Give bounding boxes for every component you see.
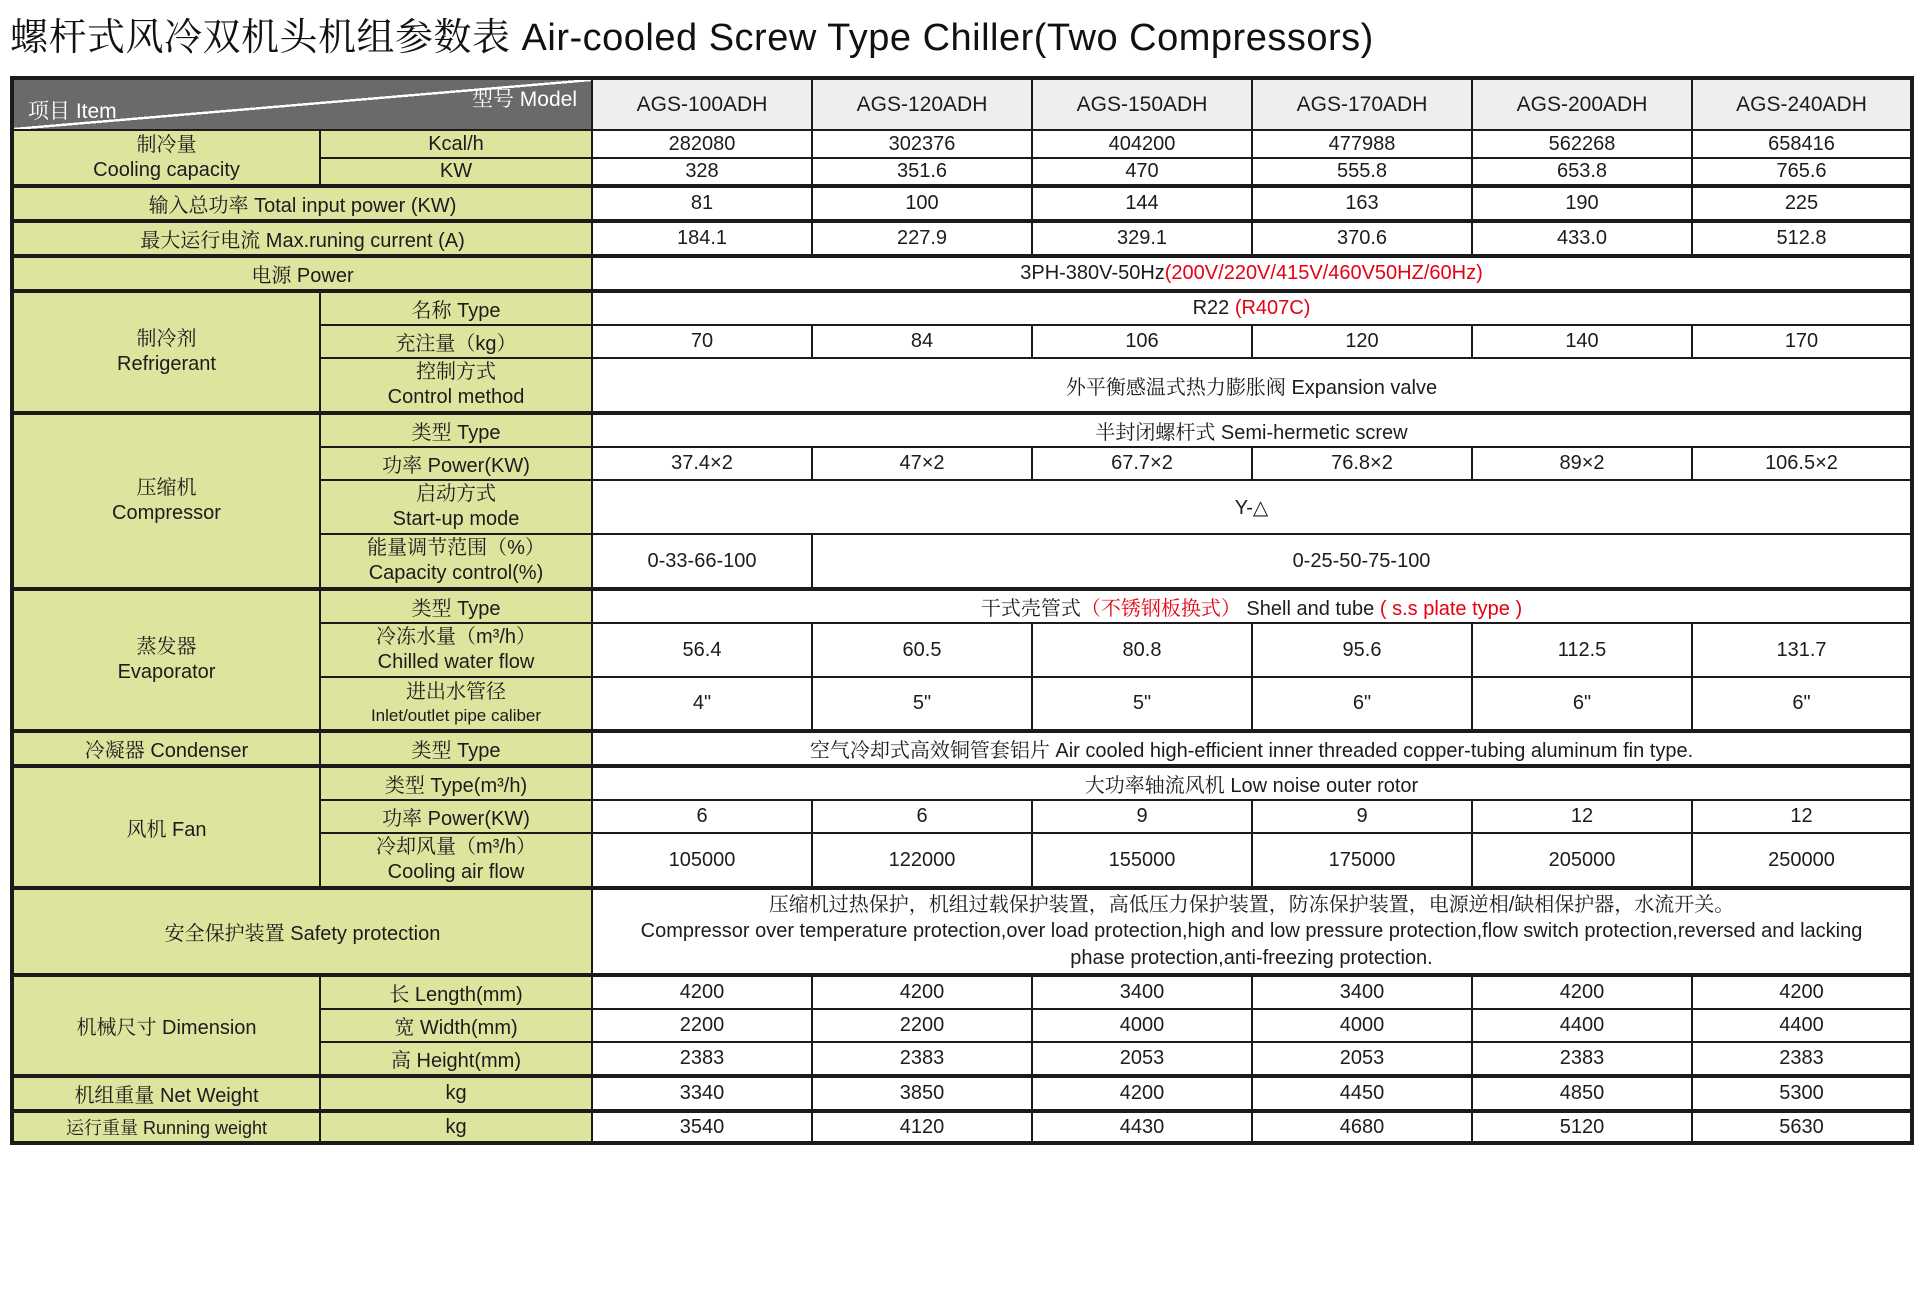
label-control-method-en: Control method <box>387 386 525 408</box>
value-cell: 175000 <box>1252 833 1472 888</box>
value-cell: 2053 <box>1032 1042 1252 1076</box>
evaporator-type-en: Shell and tube <box>1240 598 1380 620</box>
value-cell: 329.1 <box>1032 221 1252 256</box>
label-condenser-type: 类型 Type <box>320 731 592 766</box>
label-fan: 风机 Fan <box>12 766 320 888</box>
value-cell: 4200 <box>1032 1076 1252 1111</box>
label-compressor <box>12 413 320 589</box>
label-capacity-control-cn: 能量调节范围（%） <box>367 537 545 559</box>
label-length: 长 Length(mm) <box>320 975 592 1009</box>
value-cell: 2200 <box>592 1009 812 1042</box>
value-cell: 6" <box>1692 677 1912 731</box>
model-header-cell: AGS-240ADH <box>1692 78 1912 130</box>
value-cell: 5300 <box>1692 1076 1912 1111</box>
value-cell: 56.4 <box>592 623 812 677</box>
value-cell: 3400 <box>1032 975 1252 1009</box>
value-cell: 9 <box>1252 800 1472 833</box>
value-cell: 112.5 <box>1472 623 1692 677</box>
label-net-weight: 机组重量 Net Weight <box>12 1076 320 1111</box>
value-cell: 170 <box>1692 325 1912 358</box>
model-header-cell: AGS-150ADH <box>1032 78 1252 130</box>
label-cooling-air-flow <box>320 833 592 888</box>
value-cell: 4450 <box>1252 1076 1472 1111</box>
value-cell: 433.0 <box>1472 221 1692 256</box>
label-fan-type: 类型 Type(m³/h) <box>320 766 592 800</box>
value-cell: 131.7 <box>1692 623 1912 677</box>
row-net-weight <box>12 1076 1912 1111</box>
label-startup-mode-en: Start-up mode <box>392 508 520 530</box>
value-cell: 3400 <box>1252 975 1472 1009</box>
value-cell: 765.6 <box>1692 158 1912 186</box>
row-length <box>12 975 1912 1009</box>
value-cell: 5" <box>1032 677 1252 731</box>
value-cell: 2200 <box>812 1009 1032 1042</box>
value-cell: 140 <box>1472 325 1692 358</box>
evaporator-type-cn: 干式壳管式 <box>980 598 1081 620</box>
safety-protection-en: Compressor over temperature protection,over load protection,high and low pressure protection,flow switch protection,reversed and lacking phase protection,anti-freezing protection. <box>640 920 1863 969</box>
label-running-weight-unit: kg <box>320 1111 592 1143</box>
value-cell: 562268 <box>1472 130 1692 158</box>
value-cell: 4200 <box>812 975 1032 1009</box>
label-startup-mode <box>320 480 592 534</box>
value-cell: 3340 <box>592 1076 812 1111</box>
value-cell: 653.8 <box>1472 158 1692 186</box>
label-compressor-power: 功率 Power(KW) <box>320 447 592 480</box>
item-header-label: 项目 Item <box>28 100 117 123</box>
evaporator-type-en-optional: ( s.s plate type ) <box>1379 598 1523 620</box>
label-refrigerant-en: Refrigerant <box>117 353 216 375</box>
refrigerant-name-standard: R22 <box>1192 297 1235 319</box>
row-refrigerant-name <box>12 291 1912 325</box>
label-cooling-air-flow-en: Cooling air flow <box>387 861 525 883</box>
value-cell: 89×2 <box>1472 447 1692 480</box>
label-refrigerant-cn: 制冷剂 <box>136 328 197 350</box>
power-supply-optional: (200V/220V/415V/460V50HZ/60Hz) <box>1164 262 1483 284</box>
value-safety-protection <box>592 888 1912 975</box>
value-cell: 4000 <box>1252 1009 1472 1042</box>
label-evaporator <box>12 589 320 731</box>
value-cell: 184.1 <box>592 221 812 256</box>
row-input-power <box>12 186 1912 221</box>
value-cell: 4200 <box>592 975 812 1009</box>
value-cell: 95.6 <box>1252 623 1472 677</box>
label-max-current: 最大运行电流 Max.runing current (A) <box>12 221 592 256</box>
value-cell: 5" <box>812 677 1032 731</box>
label-refrigerant-charge: 充注量（kg） <box>320 325 592 358</box>
model-header-cell: AGS-100ADH <box>592 78 812 130</box>
value-cell: 5630 <box>1692 1111 1912 1143</box>
row-power-supply <box>12 256 1912 291</box>
value-cell: 4" <box>592 677 812 731</box>
label-evaporator-cn: 蒸发器 <box>136 636 197 658</box>
value-cell: 4200 <box>1472 975 1692 1009</box>
value-cell: 225 <box>1692 186 1912 221</box>
value-cell: 2383 <box>1692 1042 1912 1076</box>
label-startup-mode-cn: 启动方式 <box>416 483 496 505</box>
value-cell: 9 <box>1032 800 1252 833</box>
label-capacity-control-en: Capacity control(%) <box>368 562 544 584</box>
label-input-power: 输入总功率 Total input power (KW) <box>12 186 592 221</box>
power-supply-standard: 3PH-380V-50Hz <box>1020 262 1165 284</box>
value-cell: 4680 <box>1252 1111 1472 1143</box>
label-cooling-air-flow-cn: 冷却风量（m³/h） <box>376 836 536 858</box>
row-running-weight <box>12 1111 1912 1143</box>
safety-protection-cn: 压缩机过热保护，机组过载保护装置，高低压力保护装置，防冻保护装置，电源逆相/缺相保护器，水流开关。 <box>768 894 1735 916</box>
value-cell: 370.6 <box>1252 221 1472 256</box>
value-cell: 106.5×2 <box>1692 447 1912 480</box>
value-cell: 4430 <box>1032 1111 1252 1143</box>
label-refrigerant <box>12 291 320 413</box>
model-header-label: 型号 Model <box>471 88 577 111</box>
row-cooling-kcal <box>12 130 1912 158</box>
label-cooling-capacity-en: Cooling capacity <box>93 158 240 181</box>
value-cell: 4200 <box>1692 975 1912 1009</box>
value-cell: 190 <box>1472 186 1692 221</box>
value-startup-mode: Y-△ <box>592 480 1912 534</box>
value-cell: 84 <box>812 325 1032 358</box>
label-fan-power: 功率 Power(KW) <box>320 800 592 833</box>
value-cell: 351.6 <box>812 158 1032 186</box>
value-cell: 6" <box>1472 677 1692 731</box>
value-refrigerant-name <box>592 291 1912 325</box>
value-cell: 2383 <box>592 1042 812 1076</box>
model-header-cell: AGS-200ADH <box>1472 78 1692 130</box>
evaporator-type-cn-optional: （不锈钢板换式） <box>1080 598 1241 620</box>
value-cell: 4850 <box>1472 1076 1692 1111</box>
value-cell: 155000 <box>1032 833 1252 888</box>
label-width: 宽 Width(mm) <box>320 1009 592 1042</box>
value-cell: 658416 <box>1692 130 1912 158</box>
label-power-supply: 电源 Power <box>12 256 592 291</box>
label-cooling-capacity <box>12 130 320 186</box>
value-evaporator-type <box>592 589 1912 623</box>
label-pipe-caliber-en: Inlet/outlet pipe caliber <box>370 706 542 726</box>
value-fan-type: 大功率轴流风机 Low noise outer rotor <box>592 766 1912 800</box>
label-pipe-caliber <box>320 677 592 731</box>
value-cell: 5120 <box>1472 1111 1692 1143</box>
label-control-method <box>320 358 592 413</box>
row-evaporator-type <box>12 589 1912 623</box>
value-cell: 512.8 <box>1692 221 1912 256</box>
label-control-method-cn: 控制方式 <box>416 361 496 383</box>
label-compressor-cn: 压缩机 <box>136 477 197 499</box>
value-compressor-type: 半封闭螺杆式 Semi-hermetic screw <box>592 413 1912 447</box>
value-cell: 6 <box>592 800 812 833</box>
value-cell: 2053 <box>1252 1042 1472 1076</box>
label-running-weight: 运行重量 Running weight <box>12 1111 320 1143</box>
value-cell: 105000 <box>592 833 812 888</box>
model-header-cell: AGS-170ADH <box>1252 78 1472 130</box>
value-cell: 4120 <box>812 1111 1032 1143</box>
value-cell: 4400 <box>1472 1009 1692 1042</box>
label-height: 高 Height(mm) <box>320 1042 592 1076</box>
row-max-current <box>12 221 1912 256</box>
value-cell: 3850 <box>812 1076 1032 1111</box>
value-cell: 555.8 <box>1252 158 1472 186</box>
row-safety-protection <box>12 888 1912 975</box>
model-header-row <box>12 78 1912 130</box>
label-kw: KW <box>320 158 592 186</box>
value-cell: 282080 <box>592 130 812 158</box>
value-cell: 3540 <box>592 1111 812 1143</box>
label-compressor-type: 类型 Type <box>320 413 592 447</box>
label-dimension: 机械尺寸 Dimension <box>12 975 320 1076</box>
row-fan-type <box>12 766 1912 800</box>
label-evaporator-en: Evaporator <box>117 661 216 683</box>
label-chilled-water-flow-cn: 冷冻水量（m³/h） <box>376 626 536 648</box>
value-cell: 163 <box>1252 186 1472 221</box>
model-header-cell: AGS-120ADH <box>812 78 1032 130</box>
value-control-method: 外平衡感温式热力膨胀阀 Expansion valve <box>592 358 1912 413</box>
value-cell: 122000 <box>812 833 1032 888</box>
value-cell: 81 <box>592 186 812 221</box>
value-capacity-control-first: 0-33-66-100 <box>592 534 812 589</box>
label-cooling-capacity-cn: 制冷量 <box>136 133 197 156</box>
value-cell: 4000 <box>1032 1009 1252 1042</box>
corner-header-cell <box>12 78 592 130</box>
row-condenser <box>12 731 1912 766</box>
value-cell: 4400 <box>1692 1009 1912 1042</box>
value-cell: 60.5 <box>812 623 1032 677</box>
value-cell: 328 <box>592 158 812 186</box>
value-cell: 70 <box>592 325 812 358</box>
value-cell: 12 <box>1692 800 1912 833</box>
page-title: 螺杆式风冷双机头机组参数表 Air-cooled Screw Type Chiller(Two Compressors) <box>10 17 1374 59</box>
value-cell: 404200 <box>1032 130 1252 158</box>
label-capacity-control <box>320 534 592 589</box>
value-cell: 12 <box>1472 800 1692 833</box>
value-cell: 302376 <box>812 130 1032 158</box>
value-condenser-type: 空气冷却式高效铜管套铝片 Air cooled high-efficient inner threaded copper-tubing aluminum fin type. <box>592 731 1912 766</box>
value-cell: 2383 <box>1472 1042 1692 1076</box>
label-safety-protection: 安全保护装置 Safety protection <box>12 888 592 975</box>
label-evaporator-type: 类型 Type <box>320 589 592 623</box>
refrigerant-name-optional: (R407C) <box>1234 297 1311 319</box>
value-cell: 144 <box>1032 186 1252 221</box>
label-chilled-water-flow <box>320 623 592 677</box>
value-cell: 76.8×2 <box>1252 447 1472 480</box>
value-cell: 80.8 <box>1032 623 1252 677</box>
label-chilled-water-flow-en: Chilled water flow <box>377 651 535 673</box>
value-cell: 6" <box>1252 677 1472 731</box>
label-condenser: 冷凝器 Condenser <box>12 731 320 766</box>
value-cell: 67.7×2 <box>1032 447 1252 480</box>
value-cell: 250000 <box>1692 833 1912 888</box>
spec-table <box>10 76 1914 1145</box>
label-pipe-caliber-cn: 进出水管径 <box>406 681 506 704</box>
value-cell: 205000 <box>1472 833 1692 888</box>
value-cell: 47×2 <box>812 447 1032 480</box>
label-net-weight-unit: kg <box>320 1076 592 1111</box>
value-cell: 120 <box>1252 325 1472 358</box>
value-cell: 227.9 <box>812 221 1032 256</box>
row-compressor-type <box>12 413 1912 447</box>
label-kcal: Kcal/h <box>320 130 592 158</box>
value-cell: 477988 <box>1252 130 1472 158</box>
value-cell: 6 <box>812 800 1032 833</box>
value-capacity-control-rest: 0-25-50-75-100 <box>812 534 1912 589</box>
label-compressor-en: Compressor <box>112 502 221 524</box>
value-cell: 106 <box>1032 325 1252 358</box>
value-power-supply <box>592 256 1912 291</box>
label-refrigerant-name: 名称 Type <box>320 291 592 325</box>
value-cell: 470 <box>1032 158 1252 186</box>
value-cell: 2383 <box>812 1042 1032 1076</box>
value-cell: 100 <box>812 186 1032 221</box>
value-cell: 37.4×2 <box>592 447 812 480</box>
